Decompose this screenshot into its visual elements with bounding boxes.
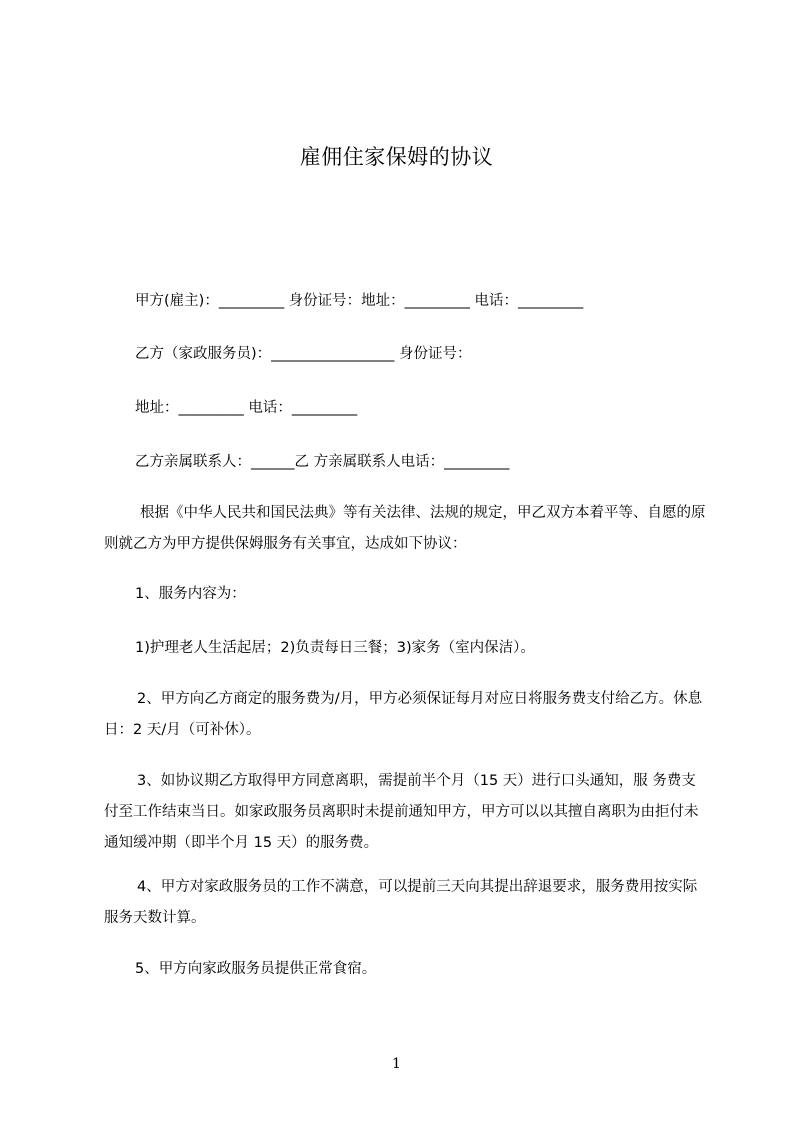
page-number: 1 bbox=[392, 1056, 401, 1072]
party-b-line: 乙方（家政服务员)：_________________ 身份证号： bbox=[135, 346, 472, 362]
clause-1-detail: 1)护理老人生活起居；2)负责每日三餐；3)家务（室内保洁）。 bbox=[135, 640, 535, 656]
clause-5-line: 5、甲方向家政服务员提供正常食宿。 bbox=[135, 961, 377, 977]
clause-1-heading: 1、服务内容为： bbox=[135, 586, 246, 602]
document-title: 雇佣住家保姆的协议 bbox=[299, 145, 494, 169]
clause-4-paragraph: 4、甲方对家政服务员的工作不满意，可以提前三天向其提出辞退要求，服务费用按实际服务天数计算。 bbox=[104, 879, 698, 926]
clause-2-paragraph: 2、甲方向乙方商定的服务费为/月，甲方必须保证每月对应日将服务费支付给乙方。休息日：2 天/月（可补休）。 bbox=[104, 691, 703, 738]
clause-3-paragraph: 3、如协议期乙方取得甲方同意离职，需提前半个月（15 天）进行口头通知，服 务费支付至工作结束当日。如家政服务员离职时未提前通知甲方，甲方可以以其擅自离职为由拒付未通知缓冲期（即半个月 15 天）的服务费。 bbox=[104, 773, 699, 851]
relative-contact-line: 乙方亲属联系人：______乙 方亲属联系人电话：_________ bbox=[135, 454, 510, 470]
intro-paragraph: 根据《中华人民共和国民法典》等有关法律、法规的规定，甲乙双方本着平等、自愿的原则就乙方为甲方提供保姆服务有关事宜，达成如下协议： bbox=[104, 505, 706, 552]
address-line: 地址：_________ 电话：_________ bbox=[135, 400, 358, 416]
party-a-line: 甲方(雇主)：_________ 身份证号：地址：_________ 电话：_________ bbox=[135, 293, 584, 309]
